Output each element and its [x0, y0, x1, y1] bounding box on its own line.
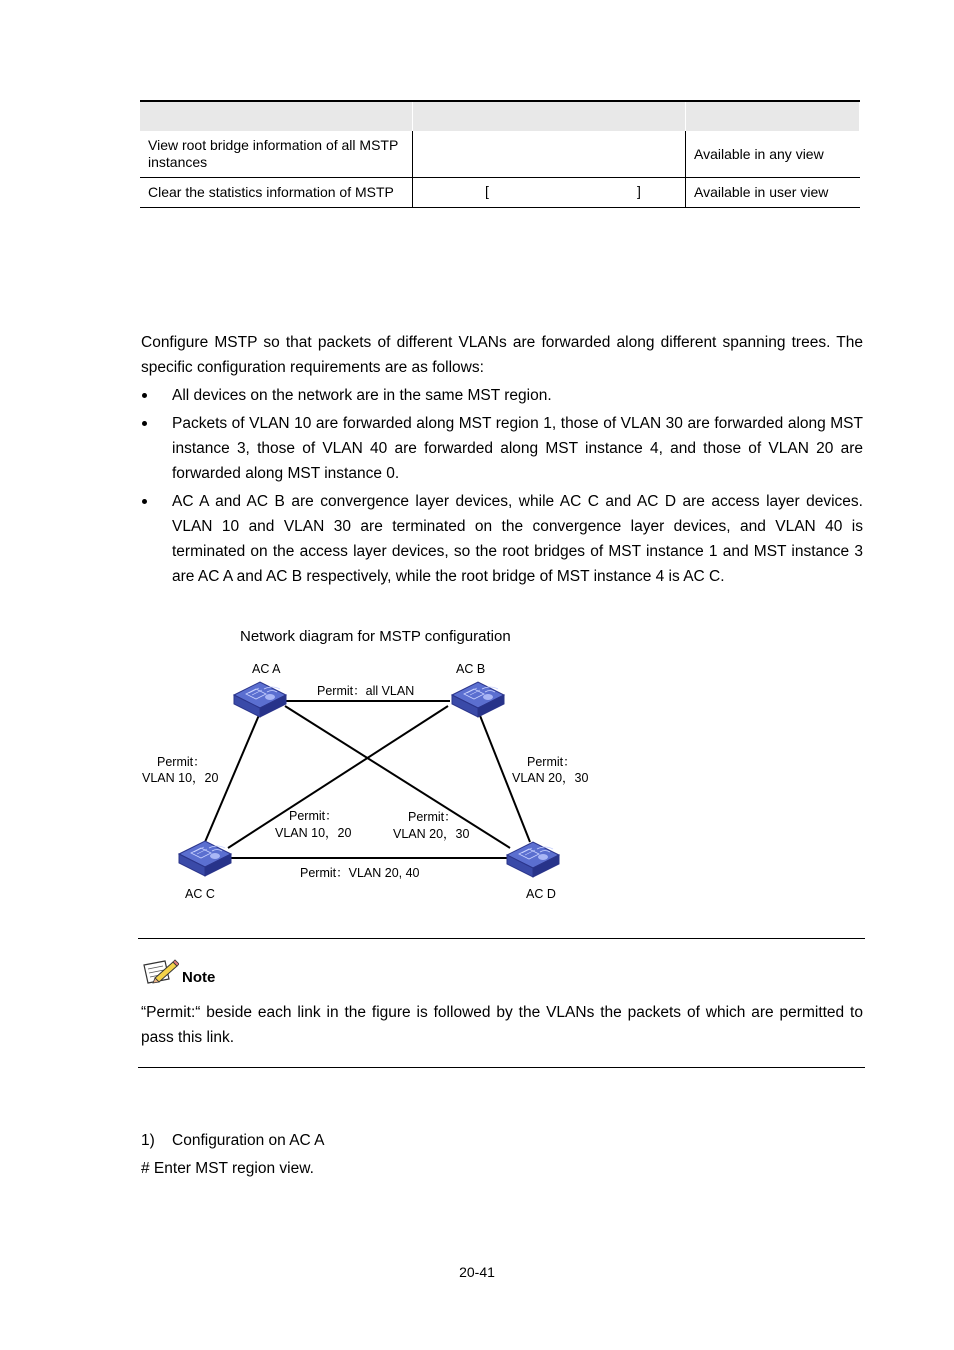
device-label-ac-c: AC C — [185, 887, 215, 901]
bracket-left: [ — [485, 183, 489, 199]
list-item: Packets of VLAN 10 are forwarded along MST region 1, those of VLAN 30 are forwarded along MST instance 3, those of VLAN 40 are forwarded along MST instance 4, and those of VLAN 20 are forwarded along MST instance 0. — [141, 411, 863, 486]
figure-caption: Network diagram for MSTP configuration — [240, 628, 511, 645]
link-label-ad-1: Permit： — [408, 810, 457, 824]
link-label-ad-2: VLAN 20，30 — [393, 827, 470, 841]
table-header-command — [413, 101, 686, 131]
link-label-bc-1: Permit： — [289, 809, 338, 823]
device-label-ac-b: AC B — [456, 662, 486, 676]
note-text: “Permit:“ beside each link in the figure is followed by the VLANs the packets of which are permitted to pass this link. — [141, 1004, 863, 1046]
bullet-icon — [142, 393, 147, 398]
link-label-bd-1: Permit： — [527, 755, 576, 769]
command-table — [140, 100, 860, 208]
command-cell — [413, 131, 686, 178]
remarks-cell: Available in user view — [686, 178, 860, 208]
list-item: All devices on the network are in the same MST region. — [141, 383, 863, 408]
step-heading: 1) Configuration on AC A — [141, 1132, 325, 1149]
device-label-ac-a: AC A — [252, 662, 281, 676]
operation-cell: View root bridge information of all MSTP instances — [140, 131, 413, 178]
command-cell — [413, 178, 686, 208]
note-pencil-icon — [141, 959, 179, 985]
step-comment: # Enter MST region view. — [141, 1160, 314, 1177]
link-label-bc-2: VLAN 10，20 — [275, 826, 352, 840]
link-label-ab: Permit：all VLAN — [317, 684, 415, 698]
network-diagram — [130, 650, 610, 910]
intro-paragraph: Configure MSTP so that packets of different VLANs are forwarded along different spanning trees. The specific configuration requirements are as follows: — [141, 334, 863, 376]
device-label-ac-d: AC D — [526, 887, 556, 901]
link-label-ac-1: Permit： — [157, 755, 206, 769]
table-row — [140, 131, 860, 178]
table-row — [140, 178, 860, 208]
switch-icon-ac-b — [452, 682, 504, 717]
link-label-bd-2: VLAN 20，30 — [512, 771, 589, 785]
note-title: Note — [182, 969, 216, 986]
link-label-ac-2: VLAN 10，20 — [142, 771, 219, 785]
table-header-remarks — [686, 101, 860, 131]
switch-icon-ac-d — [507, 842, 559, 877]
link-label-cd: Permit：VLAN 20, 40 — [300, 866, 420, 880]
note-bottom-rule — [138, 1067, 865, 1068]
bullet-icon — [142, 421, 147, 426]
bullet-icon — [142, 499, 147, 504]
requirements-list — [141, 383, 863, 592]
table-header-operation — [140, 101, 413, 131]
bracket-right: ] — [637, 183, 641, 199]
list-item: AC A and AC B are convergence layer devices, while AC C and AC D are access layer devices. VLAN 10 and VLAN 30 are terminated on the convergence layer devices, and VLAN 40 is terminated on the access layer devices, so the root bridges of MST instance 1 and MST instance 3 are AC A and AC B respectively, while the root bridge of MST instance 4 is AC C. — [141, 489, 863, 589]
table-header-row — [140, 101, 860, 131]
note-top-rule — [138, 938, 865, 939]
switch-icon-ac-a — [234, 682, 286, 717]
remarks-cell: Available in any view — [686, 131, 860, 178]
switch-icon-ac-c — [179, 841, 231, 876]
operation-cell: Clear the statistics information of MSTP — [140, 178, 413, 208]
page-number: 20-41 — [459, 1264, 495, 1280]
